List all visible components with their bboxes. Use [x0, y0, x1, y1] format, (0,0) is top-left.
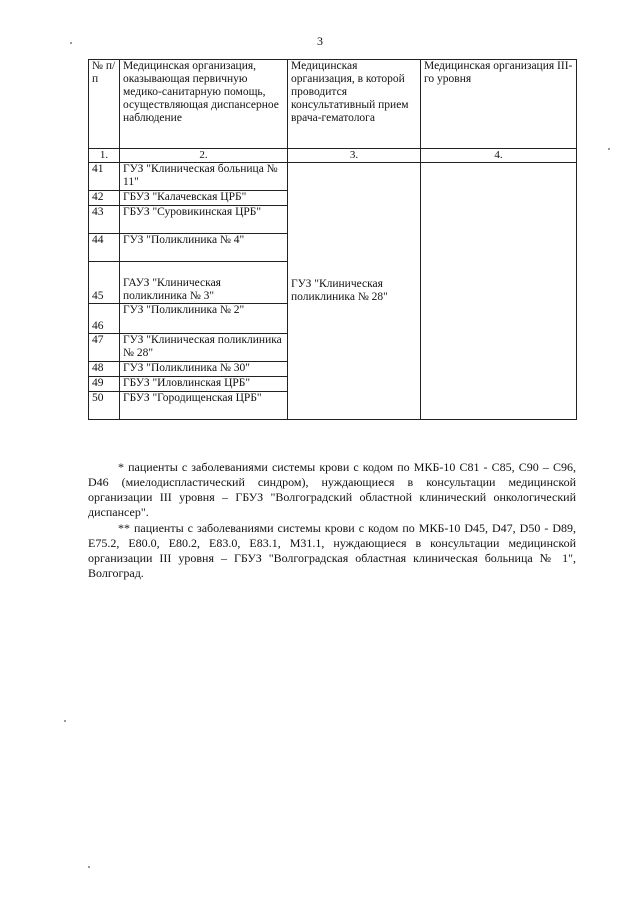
column-number-row — [89, 149, 577, 163]
row-org: ГБУЗ "Городищенская ЦРБ" — [120, 392, 288, 420]
footnote-double-star: ** пациенты с заболеваниями системы крови с кодом по МКБ-10 D45, D47, D50 - D89, E75.2, E80.0, E80.2, E83.0, E83.1, M31.1, нуждающиеся в консультации медицинской организации III уровня – ГБУЗ "Волгоградская областная клиническая больница № 1", Волгоград. — [88, 521, 576, 580]
column-number: 3. — [288, 149, 421, 163]
table-header-row — [89, 60, 577, 149]
header-number: № п/п — [89, 60, 120, 149]
row-number: 47 — [89, 334, 120, 362]
row-org: ГУЗ "Поликлиника № 4" — [120, 234, 288, 262]
column-number: 4. — [421, 149, 577, 163]
row-org: ГАУЗ "Клиническая поликлиника № 3" — [120, 262, 288, 304]
table-row — [89, 163, 577, 191]
scan-speck — [608, 148, 610, 150]
row-org: ГУЗ "Клиническая больница № 11" — [120, 163, 288, 191]
column-number: 2. — [120, 149, 288, 163]
row-number: 48 — [89, 362, 120, 377]
row-org: ГБУЗ "Суровикинская ЦРБ" — [120, 206, 288, 234]
row-number: 43 — [89, 206, 120, 234]
row-org: ГУЗ "Поликлиника № 30" — [120, 362, 288, 377]
row-org: ГБУЗ "Калачевская ЦРБ" — [120, 191, 288, 206]
organizations-table — [88, 59, 577, 420]
row-number: 44 — [89, 234, 120, 262]
page-number: 3 — [317, 34, 323, 48]
header-consult-org: Медицинская организация, в которой проводится консультативный прием врача-гематолога — [288, 60, 421, 149]
row-number: 49 — [89, 377, 120, 392]
row-org: ГУЗ "Клиническая поликлиника № 28" — [120, 334, 288, 362]
row-org: ГУЗ "Поликлиника № 2" — [120, 304, 288, 334]
scan-speck — [88, 866, 90, 868]
row-org: ГБУЗ "Иловлинская ЦРБ" — [120, 377, 288, 392]
row-number: 46 — [89, 304, 120, 334]
header-level3-org: Медицинская организация III-го уровня — [421, 60, 577, 149]
row-number: 41 — [89, 163, 120, 191]
footnote-single-star: * пациенты с заболеваниями системы крови с кодом по МКБ-10 С81 - С85, С90 – С96, D46 (миелодиспластический синдром), нуждающиеся в консультации медицинской организации III уровня – ГБУЗ "Волгоградский областной клинический онкологический диспансер". — [88, 460, 576, 519]
footnotes — [88, 460, 576, 582]
scan-speck — [70, 42, 72, 44]
column-number: 1. — [89, 149, 120, 163]
scan-speck — [64, 720, 66, 722]
consult-org-cell — [288, 163, 421, 420]
row-number: 45 — [89, 262, 120, 304]
consult-org-text: ГУЗ "Клиническая поликлиника № 28" — [291, 278, 388, 303]
row-number: 42 — [89, 191, 120, 206]
header-primary-org: Медицинская организация, оказывающая первичную медико-санитарную помощь, осуществляющая диспансерное наблюдение — [120, 60, 288, 149]
level3-org-cell — [421, 163, 577, 420]
row-number: 50 — [89, 392, 120, 420]
